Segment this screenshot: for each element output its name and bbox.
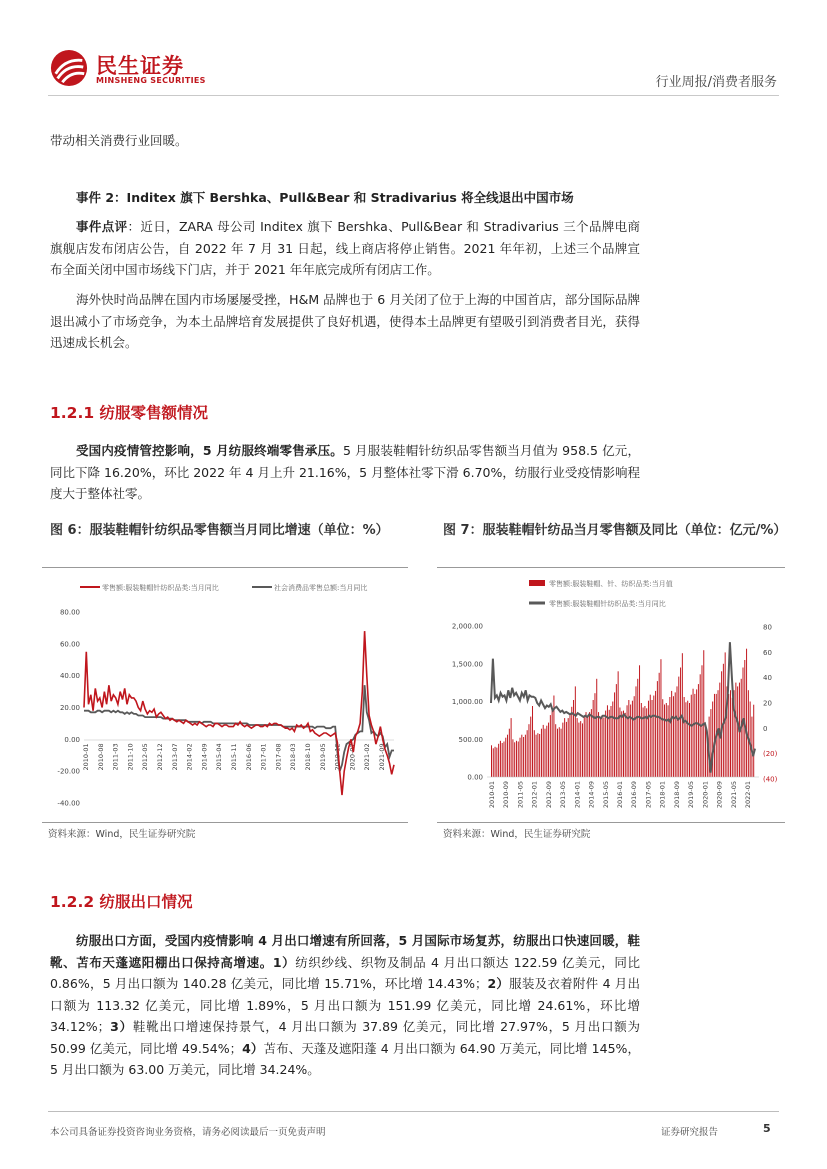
fig7-bar (537, 733, 538, 777)
logo-english-name: MINSHENG SECURITIES (96, 76, 206, 85)
fig7-bar (669, 697, 670, 777)
fig7-xtick-label: 2012-01 (530, 781, 539, 809)
section-1-2-2-title: 1.2.2 纺服出口情况 (50, 893, 193, 911)
item-4-num: 4） (242, 1040, 264, 1056)
fig7-bar (685, 702, 686, 777)
fig7-bar (571, 707, 572, 777)
fig7-bar (632, 701, 633, 777)
fig7-bar (603, 717, 604, 777)
fig7-bar (557, 729, 558, 777)
fig7-bar (575, 686, 576, 777)
logo-chinese-name: 民生证券 (96, 54, 184, 78)
fig7-xtick-label: 2019-05 (687, 781, 696, 809)
fig7-bar (502, 743, 503, 777)
fig6-xtick-label: 2021-02 (363, 743, 372, 771)
fig7-bar (664, 705, 665, 778)
fig7-bar (618, 671, 619, 777)
fig7-bar (680, 668, 681, 778)
fig7-xtick-label: 2015-05 (601, 781, 610, 809)
fig7-xtick-label: 2020-01 (701, 781, 710, 809)
fig6-xtick-label: 2015-04 (215, 743, 224, 771)
fig7-bar (514, 742, 515, 777)
fig6-ytick-label: 40.00 (59, 672, 80, 681)
fig7-xtick-label: 2013-05 (559, 781, 568, 809)
fig7-bar (609, 710, 610, 777)
fig6-xtick-label: 2016-06 (244, 743, 253, 771)
fig7-bar (589, 712, 590, 777)
fig7-bar (530, 717, 531, 777)
section-1-2-2-text (50, 930, 640, 1081)
item-3-text: 鞋靴出口增速保持景气，4 月出口额为 37.89 亿美元，同比增 27.97%，5 月出口额为 50.99 亿美元，同比增 49.54%； (50, 1019, 640, 1056)
fig7-xtick-label: 2016-01 (616, 781, 624, 809)
fig7-bar (509, 729, 510, 777)
item-1-num: 1） (272, 954, 296, 970)
footer-divider (48, 1111, 779, 1112)
fig7-bar (552, 709, 553, 777)
fig7-bar (598, 712, 599, 777)
fig7-bar (737, 686, 738, 777)
section-1-2-1-body: 5 月服装鞋帽针纺织品零售额当月值为 958.5 亿元，同比下降 16.20%，环比 2022 年 4 月上升 21.16%，5 月整体社零下滑 6.70%，纺服行业受疫情影响程度大于整体社零。 (50, 443, 640, 501)
paragraph-overseas: 海外快时尚品牌在国内市场屡屡受挫，H&M 品牌也于 6 月关闭了位于上海的中国首店，部分国际品牌退出减小了市场竞争，为本土品牌培育发展提供了良好机遇，使得本土品牌更有望吸引到消费者目光，获得迅速成长机会。 (50, 292, 640, 350)
fig7-bar (578, 723, 579, 777)
fig7-bar (662, 699, 663, 777)
fig6-xtick-label: 2021-09 (378, 743, 386, 771)
fig6-ytick-label: -40.00 (57, 799, 80, 808)
fig7-bar (659, 673, 660, 777)
fig7-bar (493, 748, 494, 777)
fig6-legend-1: 零售额:服装鞋帽针纺织品类:当月同比 (102, 584, 219, 592)
fig7-bar (691, 695, 692, 777)
fig7-bar (498, 744, 499, 777)
event2-comment (50, 216, 640, 281)
fig7-bar (687, 701, 688, 777)
fig7-bar (666, 703, 667, 777)
fig7-ytick-label: 1,000.00 (451, 698, 483, 706)
fig7-ytick-label: 2,000.00 (451, 622, 483, 631)
fig7-bar (750, 702, 751, 778)
event2-comment-label: 事件点评 (76, 219, 128, 234)
fig7-ytick-label: 0.00 (467, 773, 483, 782)
fig7-bar (694, 694, 695, 777)
fig6-chart (42, 569, 408, 821)
fig7-bar (534, 730, 535, 777)
fig6-title: 图 6：服装鞋帽针纺织品零售额当月同比增速（单位：%） (50, 523, 389, 538)
fig7-y2tick-label: 20 (763, 699, 772, 708)
fig6-legend-2: 社会消费品零售总额:当月同比 (274, 584, 368, 592)
fig6-xtick-label: 2017-01 (259, 743, 268, 771)
fig7-bar (677, 686, 678, 777)
fig6-xtick-label: 2019-12 (333, 743, 342, 771)
fig7-bottom-rule (437, 822, 785, 823)
fig7-bar (698, 684, 699, 777)
footer-disclaimer: 本公司具备证券投资咨询业务资格，请务必阅读最后一页免责声明 (50, 1127, 326, 1138)
fig7-bar (630, 705, 631, 778)
event2-title: 事件 2：Inditex 旗下 Bershka、Pull&Bear 和 Stradivarius 将全线退出中国市场 (76, 190, 574, 205)
fig7-xtick-label: 2010-09 (502, 781, 511, 809)
fig7-bar (701, 665, 702, 777)
fig6-ytick-label: 0.00 (64, 735, 80, 744)
fig7-bar (525, 735, 526, 777)
fig7-bar (582, 723, 583, 777)
fig7-bar (541, 729, 542, 777)
fig7-bar (696, 689, 697, 777)
section-1-2-1-lead: 受国内疫情管控影响，5 月纺服终端零售承压。 (76, 443, 343, 458)
fig7-bar (684, 697, 685, 777)
item-2-text: 服装及衣着附件 4 月出口额为 113.32 亿美元，同比增 1.89%，5 月出口额为 151.99 亿美元，同比增 24.61%，环比增 34.12%； (50, 976, 640, 1034)
fig7-bar (521, 735, 522, 777)
fig6-xtick-label: 2010-01 (82, 743, 90, 771)
section-1-2-1-title: 1.2.1 纺服零售额情况 (50, 404, 209, 422)
fig7-bar (689, 703, 690, 777)
fig7-bar (641, 703, 642, 777)
section-1-2-1-text (50, 440, 640, 505)
fig6-xtick-label: 2015-11 (230, 743, 238, 771)
fig7-bar (516, 741, 517, 777)
fig7-bar (562, 723, 563, 777)
fig7-xtick-label: 2012-09 (544, 781, 553, 809)
fig7-bar (523, 737, 524, 777)
fig7-y2tick-label: 40 (763, 674, 772, 683)
paragraph-intro: 带动相关消费行业回暖。 (50, 133, 188, 148)
fig7-bar (600, 717, 601, 777)
minsheng-logo-icon (50, 49, 88, 87)
fig7-bar (625, 713, 626, 777)
fig7-bar (673, 696, 674, 777)
item-1-text: 纺织纱线、织物及制品 4 月出口额达 122.59 亿美元，同比 0.86%，5 月出口额为 140.28 亿美元，同比增 15.71%，环比增 14.43%； (50, 954, 640, 991)
fig6-ytick-label: -20.00 (57, 767, 80, 776)
fig7-bar (678, 677, 679, 777)
page-number: 5 (763, 1122, 771, 1135)
fig7-ytick-label: 1,500.00 (451, 660, 483, 669)
fig7-bar (612, 702, 613, 778)
fig7-bar (735, 683, 736, 777)
fig7-xtick-label: 2016-09 (630, 781, 639, 809)
fig7-bar (657, 681, 658, 777)
fig7-ytick-label: 500.00 (458, 735, 483, 744)
fig7-bar (569, 715, 570, 777)
fig7-bar (503, 742, 504, 778)
fig7-bar (550, 715, 551, 777)
fig7-y2tick-label: (20) (763, 750, 778, 759)
fig7-bar (555, 724, 556, 777)
fig7-bar (655, 691, 656, 777)
fig7-bar (539, 734, 540, 777)
fig7-bar (621, 711, 622, 777)
fig7-bar (536, 735, 537, 777)
fig6-xtick-label: 2020-07 (348, 743, 357, 771)
fig6-xtick-label: 2010-08 (96, 743, 105, 771)
fig7-bar (637, 679, 638, 777)
fig7-bar (627, 705, 628, 777)
fig7-bar (496, 748, 497, 777)
fig7-bar (753, 705, 754, 777)
fig7-xtick-label: 2014-01 (573, 781, 582, 809)
fig7-bar (730, 690, 731, 777)
fig7-bar (728, 694, 729, 777)
fig7-bar (584, 717, 585, 777)
fig6-xtick-label: 2011-03 (111, 743, 120, 771)
item-2-num: 2） (487, 976, 510, 991)
fig7-title: 图 7：服装鞋帽针纺品当月零售额及同比（单位：亿元/%） (443, 523, 787, 538)
fig7-xtick-label: 2011-05 (516, 781, 525, 809)
fig7-bar (602, 715, 603, 777)
fig7-bar (634, 696, 635, 777)
fig7-bar (527, 730, 528, 777)
fig7-bar (543, 725, 544, 777)
fig7-bar (635, 686, 636, 777)
header-divider (48, 95, 779, 96)
fig6-bottom-rule (42, 822, 408, 823)
fig7-xtick-label: 2021-05 (729, 781, 738, 809)
fig7-xtick-label: 2022-01 (744, 781, 752, 809)
fig7-bar (594, 693, 595, 777)
fig6-xtick-label: 2011-10 (126, 743, 135, 771)
fig7-bar (653, 696, 654, 778)
fig7-bar (507, 735, 508, 777)
fig7-source: 资料来源：Wind，民生证券研究院 (443, 829, 591, 840)
fig7-y2tick-label: 0 (763, 724, 768, 733)
fig7-bar (650, 695, 651, 777)
fig7-bar (668, 705, 669, 777)
fig7-bar (671, 691, 672, 777)
item-3-num: 3） (110, 1019, 133, 1034)
fig7-bar (580, 721, 581, 777)
fig7-legend-1: 零售额:服装鞋帽、针、纺织品类:当月值 (549, 580, 673, 588)
fig7-bar (605, 711, 606, 777)
fig7-bar (587, 716, 588, 777)
fig7-legend-2: 零售额:服装鞋帽针纺织品类:当月同比 (549, 600, 666, 608)
fig7-bar (532, 706, 533, 777)
fig7-xtick-label: 2020-09 (715, 781, 724, 809)
fig7-xtick-label: 2018-01 (658, 781, 667, 809)
fig7-xtick-label: 2010-01 (488, 781, 496, 809)
fig7-bar (639, 665, 640, 777)
fig7-bar (512, 739, 513, 777)
fig7-bar (748, 690, 749, 777)
fig7-bar (652, 700, 653, 777)
fig7-bar (528, 724, 529, 777)
fig6-xtick-label: 2019-05 (318, 743, 327, 771)
section-1-2-2-lead: 纺服出口方面，受国内疫情影响 4 月出口增速有所回落，5 月国际市场复苏，纺服出口快速回暖，鞋靴、苫布天蓬遮阳棚出口保持高增速。 (50, 933, 640, 970)
fig6-xtick-label: 2018-10 (304, 743, 312, 771)
fig7-bar (596, 679, 597, 777)
fig6-xtick-label: 2014-09 (200, 743, 209, 771)
fig6-xtick-label: 2012-12 (156, 743, 164, 771)
fig7-bar (559, 727, 560, 777)
fig6-ytick-label: 20.00 (59, 704, 80, 712)
footer-report-type: 证券研究报告 (661, 1127, 719, 1138)
fig7-bar (577, 718, 578, 777)
fig7-xtick-label: 2018-09 (672, 781, 681, 809)
fig7-bar (566, 722, 567, 777)
fig7-bar (648, 701, 649, 777)
fig7-bar (586, 712, 587, 777)
fig7-bar (568, 718, 569, 777)
fig7-top-rule (437, 567, 785, 568)
fig6-xtick-label: 2018-03 (289, 743, 298, 771)
fig6-xtick-label: 2013-07 (170, 743, 179, 771)
fig7-xtick-label: 2017-05 (644, 781, 653, 809)
fig7-bar (505, 738, 506, 777)
fig7-bar (500, 741, 501, 777)
fig7-bar (593, 700, 594, 777)
fig6-ytick-label: 80.00 (59, 608, 80, 617)
fig7-bar (546, 726, 547, 777)
report-category: 行业周报/消费者服务 (655, 75, 777, 90)
fig7-y2tick-label: (40) (763, 775, 778, 784)
fig7-bar (714, 694, 715, 777)
fig7-bar (564, 718, 565, 777)
fig7-bar (520, 738, 521, 777)
fig7-bar (623, 711, 624, 777)
fig7-bar (703, 650, 704, 777)
fig7-bar (746, 649, 747, 777)
fig7-bar (491, 745, 492, 777)
fig7-y2tick-label: 80 (763, 623, 772, 632)
fig7-bar (675, 692, 676, 777)
item-4-text: 苫布、天蓬及遮阳蓬 4 月出口额为 64.90 万美元，同比增 145%，5 月出口额为 63.00 万美元，同比增 34.24%。 (50, 1040, 640, 1077)
fig7-bar (628, 700, 629, 777)
fig6-top-rule (42, 567, 408, 568)
fig7-bar (561, 729, 562, 777)
fig6-xtick-label: 2014-02 (185, 743, 194, 771)
fig7-bar (693, 689, 694, 777)
fig6-ytick-label: 60.00 (59, 640, 80, 649)
fig7-chart (437, 569, 785, 821)
fig7-bar (495, 747, 496, 777)
fig7-bar (614, 692, 615, 777)
fig7-bar (548, 723, 549, 777)
fig7-xtick-label: 2014-09 (587, 781, 596, 809)
fig7-bar (545, 729, 546, 777)
fig7-bar (616, 684, 617, 777)
fig6-source: 资料来源：Wind，民生证券研究院 (48, 829, 196, 840)
event2-comment-text: ：近日，ZARA 母公司 Inditex 旗下 Bershka、Pull&Bear 和 Stradivarius 三个品牌电商旗舰店发布闭店公告，自 2022 年 7 月 31 日起，线上商店将停止销售。2021 年年初，上述三个品牌宣布全面关闭中国市场线下门店，并于 2021 年年底完成所有闭店工作。 (50, 219, 640, 277)
fig7-bar (705, 724, 706, 777)
fig7-legend-swatch-1 (529, 580, 545, 586)
fig7-bar (518, 742, 519, 778)
fig7-bar (511, 718, 512, 777)
fig7-bar (573, 700, 574, 777)
fig7-y2tick-label: 60 (763, 648, 772, 657)
fig6-xtick-label: 2012-05 (141, 743, 150, 771)
fig7-bar (732, 698, 733, 777)
fig7-bar (591, 709, 592, 777)
fig6-xtick-label: 2017-08 (274, 743, 283, 771)
